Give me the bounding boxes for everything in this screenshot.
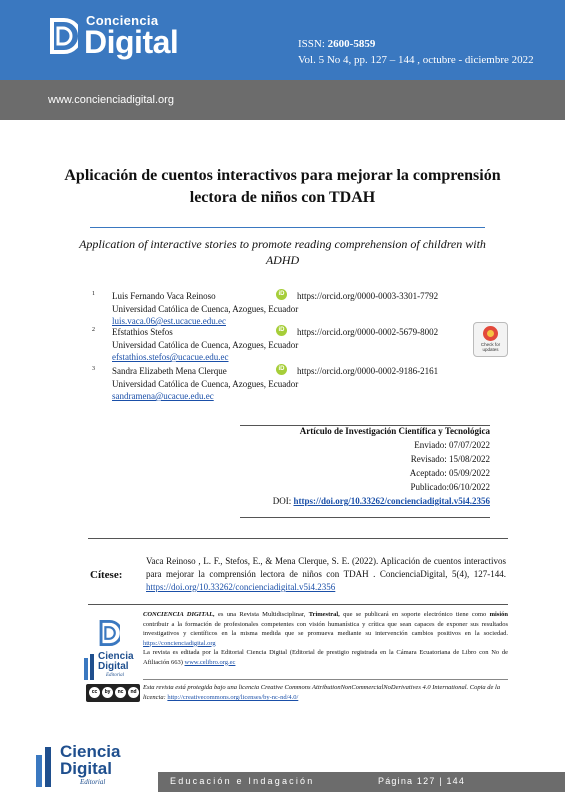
check-updates-label [474, 342, 507, 352]
editorial-logo-word3: Editorial [106, 673, 125, 678]
author-name: Luis Fernando Vaca Reinoso [112, 291, 216, 301]
conciencia-digital-small-icon [98, 620, 120, 646]
date-published: Publicado:06/10/2022 [410, 482, 490, 492]
license-text [143, 683, 508, 703]
cc-icon: cc [89, 687, 100, 698]
celibro-link[interactable]: www.celibro.org.ec [184, 658, 236, 666]
citation-divider-top [88, 538, 508, 539]
orcid-icon[interactable]: iD [276, 325, 287, 336]
footer-logo-word2: Digital [60, 759, 112, 778]
brand-big: Digital [84, 24, 179, 60]
citation-divider-bottom [88, 604, 508, 605]
citation-body: Vaca Reinoso , L. F., Stefos, E., & Mena Clerque, S. E. (2022). Aplicación de cuentos interactivos para mejorar la comprensión lectora de niños con TDAH . ConcienciaDigital, 5(4), 127-144. [146, 556, 506, 579]
author-name: Sandra Elizabeth Mena Clerque [112, 366, 227, 376]
creative-commons-badge[interactable] [86, 684, 140, 702]
doi-label: DOI: [272, 496, 292, 506]
mission-brand: CONCIENCIA DIGITAL, [143, 611, 215, 618]
author-3 [92, 365, 512, 403]
author-email-link[interactable]: efstathios.stefos@ucacue.edu.ec [112, 352, 229, 362]
issn-line [298, 38, 375, 50]
editorial-logo-word2: Digital [98, 661, 129, 672]
orcid-icon[interactable]: iD [276, 289, 287, 300]
citation-link[interactable]: https://doi.org/10.33262/concienciadigital.v5i4.2356 [146, 582, 336, 592]
mission-text [143, 610, 508, 667]
brand-small: Conciencia [86, 13, 159, 28]
article-type [240, 424, 490, 438]
citation-text [146, 555, 506, 594]
mission-p1e: contribuir a la formación de profesionales competentes con visión humanística y crítica que sean capaces de exponer sus resultados investigativos y científicos en la misma medida que se promueva mediante su intervención cambios positivos en la sociedad. [143, 620, 508, 637]
author-affiliation: Universidad Católica de Cuenca, Azogues, Ecuador [112, 378, 299, 389]
cc-nc-icon: nc [115, 687, 126, 698]
issn-label: ISSN: [298, 38, 325, 50]
author-email-link[interactable]: luis.vaca.06@est.ucacue.edu.ec [112, 316, 226, 326]
author-affiliation: Universidad Católica de Cuenca, Azogues, Ecuador [112, 303, 299, 314]
author-number: 1 [92, 291, 95, 297]
author-affiliation: Universidad Católica de Cuenca, Azogues, Ecuador [112, 339, 299, 350]
license-body: Esta revista está protegida bajo una licencia Creative Commons AttributionNonCommercialNoDerivatives 4.0 International. Copia de la licencia: [143, 684, 501, 701]
author-name: Efstathios Stefos [112, 327, 173, 337]
date-revised: Revisado: 15/08/2022 [410, 454, 490, 464]
volume-line: Vol. 5 No 4, pp. 127 – 144 , octubre - diciembre 2022 [298, 54, 534, 66]
orcid-link[interactable]: https://orcid.org/0000-0002-9186-2161 [297, 366, 439, 376]
doi-line [240, 494, 490, 508]
mission-p1a: es una Revista Multidisciplinar, [214, 611, 309, 618]
mission-p1d: misión [489, 611, 508, 618]
author-email-link[interactable]: sandramena@ucacue.edu.ec [112, 391, 214, 401]
website-link[interactable]: www.concienciadigital.org [48, 94, 174, 106]
ciencia-digital-editorial-logo [84, 652, 134, 682]
article-type-text: Artículo de Investigación Científica y Tecnológica [299, 426, 490, 436]
title-divider [90, 227, 485, 228]
license-link[interactable]: http://creativecommons.org/licenses/by-nc-nd/4.0/ [167, 694, 299, 701]
footer-logo [36, 743, 146, 788]
footer-logo-word3: Editorial [80, 778, 106, 786]
conciencia-digital-logo-icon [48, 18, 78, 54]
doi-link[interactable]: https://doi.org/10.33262/concienciadigital.v5i4.2356 [293, 496, 490, 506]
orcid-icon[interactable]: iD [276, 364, 287, 375]
orcid-link[interactable]: https://orcid.org/0000-0002-5679-8002 [297, 327, 439, 337]
mission-p1c: que se publicará en soporte electrónico tiene como [339, 611, 490, 618]
footer-page-number: Página 127 | 144 [378, 776, 466, 786]
citation-label: Cítese: [90, 569, 123, 581]
mission-p2: La revista es editada por la Editorial Ciencia Digital (Editorial de prestigio registrada en la Cámara Ecuatoriana de Libro con No de Afiliación 663) [143, 649, 508, 666]
footer-logo-word1: Ciencia [60, 742, 121, 761]
check-for-updates-badge[interactable] [473, 322, 508, 357]
info-divider-bottom [240, 517, 490, 518]
issn-value: 2600-5859 [327, 38, 376, 50]
check-updates-icon [483, 326, 498, 341]
editorial-logo-word1: Ciencia [98, 651, 134, 662]
article-subtitle: Application of interactive stories to promote reading comprehension of children with ADHD [79, 237, 486, 267]
author-number: 2 [92, 327, 95, 333]
orcid-link[interactable]: https://orcid.org/0000-0003-3301-7792 [297, 291, 439, 301]
mission-website-link[interactable]: https://concienciadigital.org [143, 639, 216, 647]
footer-logo-icon [36, 747, 56, 787]
date-accepted: Aceptado: 05/09/2022 [409, 468, 490, 478]
check-updates-line2: updates [482, 347, 499, 352]
author-1 [92, 290, 512, 328]
date-sent: Enviado: 07/07/2022 [414, 440, 490, 450]
mission-divider [143, 679, 508, 680]
mission-p1b: Trimestral, [308, 611, 340, 618]
article-title: Aplicación de cuentos interactivos para mejorar la comprensión lectora de niños con TDAH [64, 167, 501, 206]
footer-section-label: Educación e Indagación [170, 776, 315, 786]
editorial-logo-icon [84, 654, 96, 680]
cc-nd-icon: nd [128, 687, 139, 698]
cc-by-icon: by [102, 687, 113, 698]
author-2 [92, 326, 512, 364]
author-number: 3 [92, 366, 95, 372]
check-updates-line1: Check for [480, 342, 501, 347]
